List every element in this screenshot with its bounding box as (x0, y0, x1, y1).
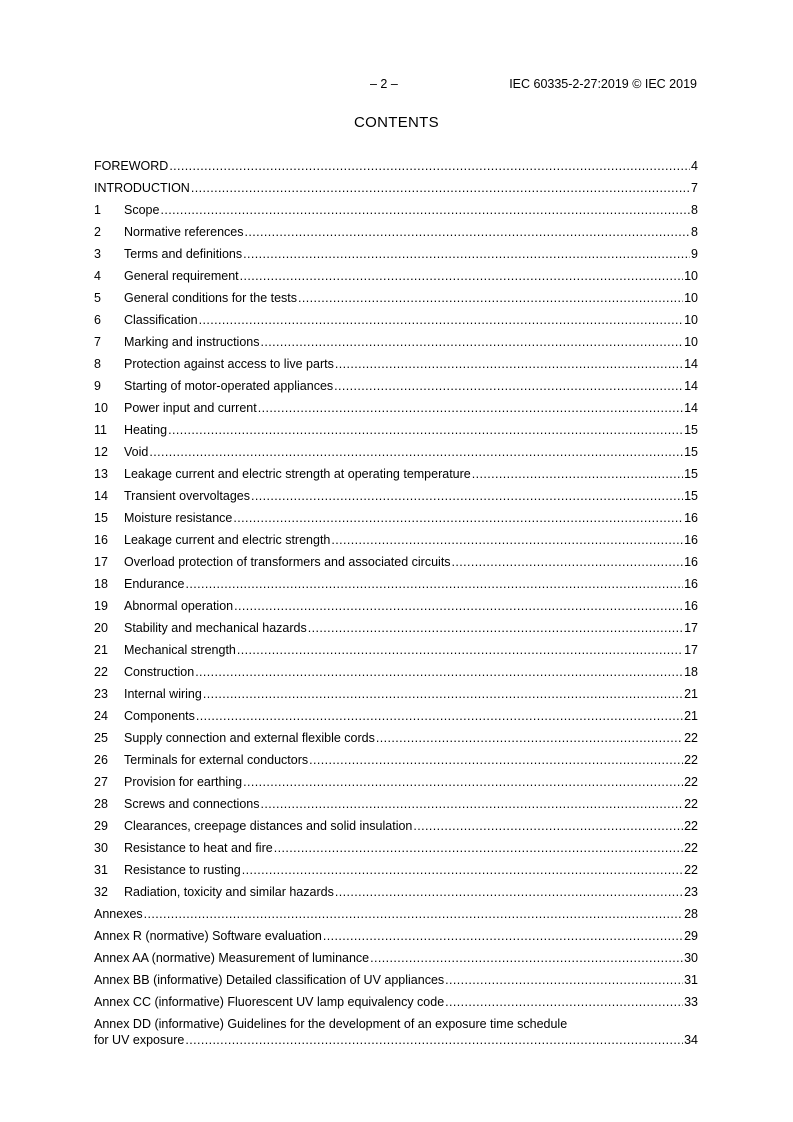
toc-entry-number: 20 (94, 621, 108, 635)
toc-entry-number: 11 (94, 423, 107, 437)
dot-leader (445, 969, 683, 991)
dot-leader (233, 507, 683, 529)
toc-entry[interactable] (94, 749, 698, 771)
toc-entry-number: 22 (94, 665, 108, 679)
toc-entry-page: 8 (691, 203, 698, 217)
toc-entry-page: 8 (691, 225, 698, 239)
dot-leader (149, 441, 683, 463)
dot-leader (331, 529, 683, 551)
toc-entry-title: Starting of motor-operated appliances (124, 379, 334, 393)
toc-entry-page: 10 (684, 335, 698, 349)
toc-entry[interactable] (94, 177, 698, 199)
toc-entry[interactable] (94, 661, 698, 683)
toc-entry[interactable] (94, 837, 698, 859)
toc-entry-title: Annex AA (normative) Measurement of luminance (94, 951, 370, 965)
toc-entry-page: 33 (684, 995, 698, 1009)
toc-entry[interactable] (94, 199, 698, 221)
dot-leader (251, 485, 683, 507)
toc-entry[interactable] (94, 265, 698, 287)
toc-entry[interactable] (94, 815, 698, 837)
dot-leader (258, 397, 683, 419)
toc-entry-page: 15 (684, 489, 698, 503)
toc-entry[interactable] (94, 793, 698, 815)
dot-leader (234, 595, 683, 617)
toc-entry-page: 10 (684, 291, 698, 305)
toc-entry-page: 16 (684, 511, 698, 525)
toc-entry-number: 4 (94, 269, 101, 283)
toc-entry-title: Abnormal operation (124, 599, 234, 613)
toc-entry-page: 31 (684, 973, 698, 987)
toc-entry-page: 15 (684, 467, 698, 481)
toc-entry[interactable] (94, 529, 698, 551)
dot-leader (203, 683, 683, 705)
toc-entry-page: 7 (691, 181, 698, 195)
toc-entry-page: 4 (691, 159, 698, 173)
toc-entry-page: 30 (684, 951, 698, 965)
toc-entry[interactable] (94, 155, 698, 177)
toc-entry-page: 28 (684, 907, 698, 921)
dot-leader (376, 727, 683, 749)
toc-entry-title: Annex BB (informative) Detailed classification of UV appliances (94, 973, 445, 987)
toc-entry-title: Terminals for external conductors (124, 753, 309, 767)
toc-entry-page: 23 (684, 885, 698, 899)
toc-entry-title: Scope (124, 203, 160, 217)
toc-entry-number: 17 (94, 555, 108, 569)
toc-entry[interactable] (94, 727, 698, 749)
toc-entry-title: Internal wiring (124, 687, 202, 701)
toc-entry[interactable] (94, 683, 698, 705)
toc-entry-page: 10 (684, 313, 698, 327)
toc-entry-title: Overload protection of transformers and associated circuits (124, 555, 451, 569)
dot-leader (196, 705, 683, 727)
toc-entry-title: Components (124, 709, 195, 723)
toc-entry-title-line1: Annex DD (informative) Guidelines for the development of an exposure time schedule (94, 1017, 568, 1031)
toc-entry-page: 16 (684, 533, 698, 547)
toc-entry-title: Classification (124, 313, 198, 327)
toc-entry-page: 15 (684, 445, 698, 459)
toc-entry-title: Normative references (124, 225, 244, 239)
toc-entry-number: 24 (94, 709, 108, 723)
toc-entry-page: 22 (684, 841, 698, 855)
toc-entry-number: 14 (94, 489, 108, 503)
toc-entry-title: INTRODUCTION (94, 181, 190, 195)
dot-leader (185, 1032, 683, 1048)
dot-leader (452, 551, 684, 573)
toc-entry-number: 19 (94, 599, 108, 613)
toc-entry[interactable] (94, 375, 698, 397)
toc-entry-page: 10 (684, 269, 698, 283)
toc-entry-title: Provision for earthing (124, 775, 243, 789)
toc-entry-title-line2: for UV exposure (94, 1033, 185, 1047)
dot-leader (243, 243, 690, 265)
toc-entry-title: Supply connection and external flexible cords (124, 731, 375, 745)
toc-entry-number: 3 (94, 247, 101, 261)
toc-entry-title: FOREWORD (94, 159, 169, 173)
toc-entry[interactable] (94, 617, 698, 639)
toc-entry[interactable] (94, 221, 698, 243)
dot-leader (242, 859, 683, 881)
toc-entry-number: 26 (94, 753, 108, 767)
toc-entry-number: 21 (94, 643, 108, 657)
toc-entry-title: Radiation, toxicity and similar hazards (124, 885, 334, 899)
toc-entry[interactable] (94, 331, 698, 353)
toc-entry-title: Marking and instructions (124, 335, 260, 349)
dot-leader (309, 749, 683, 771)
toc-entry[interactable] (94, 705, 698, 727)
toc-entry[interactable] (94, 419, 698, 441)
toc-entry-page: 34 (684, 1033, 698, 1047)
dot-leader (370, 947, 683, 969)
dot-leader (169, 155, 690, 177)
dot-leader (261, 793, 684, 815)
toc-entry-title: Terms and definitions (124, 247, 243, 261)
dot-leader (413, 815, 683, 837)
toc-entry[interactable] (94, 925, 698, 947)
toc-entry-number: 18 (94, 577, 108, 591)
toc-entry-page: 14 (684, 401, 698, 415)
toc-entry-page: 29 (684, 929, 698, 943)
toc-entry[interactable] (94, 881, 698, 903)
toc-entry[interactable] (94, 353, 698, 375)
toc-entry[interactable] (94, 771, 698, 793)
dot-leader (185, 573, 683, 595)
toc-entry[interactable] (94, 639, 698, 661)
toc-entry-number: 28 (94, 797, 108, 811)
toc-entry-title: Protection against access to live parts (124, 357, 334, 371)
toc-entry-page: 14 (684, 357, 698, 371)
toc-entry-title: Power input and current (124, 401, 257, 415)
toc-entry-title: Screws and connections (124, 797, 260, 811)
dot-leader (335, 881, 683, 903)
toc-entry[interactable] (94, 991, 698, 1013)
dot-leader (274, 837, 683, 859)
dot-leader (323, 925, 683, 947)
toc-entry-page: 22 (684, 797, 698, 811)
toc-entry[interactable] (94, 463, 698, 485)
dot-leader (168, 419, 683, 441)
toc-entry-page: 15 (684, 423, 698, 437)
toc-entry-annex-dd[interactable] (94, 1013, 698, 1048)
toc-entry-page: 16 (684, 577, 698, 591)
toc-entry-number: 32 (94, 885, 108, 899)
toc-entry[interactable] (94, 947, 698, 969)
toc-entry-page: 22 (684, 863, 698, 877)
toc-entry-number: 31 (94, 863, 108, 877)
toc-entry-title: Mechanical strength (124, 643, 236, 657)
toc-entry-title: Leakage current and electric strength (124, 533, 331, 547)
toc-entry-title: Annex R (normative) Software evaluation (94, 929, 322, 943)
toc-entry[interactable] (94, 595, 698, 617)
toc-entry-title: Clearances, creepage distances and solid insulation (124, 819, 413, 833)
dot-leader (240, 265, 683, 287)
toc-entry-page: 16 (684, 599, 698, 613)
dot-leader (472, 463, 683, 485)
dot-leader (308, 617, 683, 639)
toc-entry-number: 9 (94, 379, 101, 393)
toc-entry[interactable] (94, 969, 698, 991)
toc-entry-title: Transient overvoltages (124, 489, 250, 503)
toc-entry-page: 21 (684, 709, 698, 723)
document-id: IEC 60335-2-27:2019 © IEC 2019 (509, 77, 697, 91)
toc-entry[interactable] (94, 485, 698, 507)
toc-entry[interactable] (94, 397, 698, 419)
toc-entry-title: Endurance (124, 577, 185, 591)
dot-leader (334, 375, 683, 397)
toc-entry-title: Void (124, 445, 149, 459)
dot-leader (298, 287, 683, 309)
page-number: – 2 – (370, 77, 398, 91)
dot-leader (445, 991, 683, 1013)
toc-entry-title: Annexes (94, 907, 143, 921)
dot-leader (260, 331, 683, 353)
toc-entry-title: Leakage current and electric strength at operating temperature (124, 467, 471, 481)
toc-entry-number: 30 (94, 841, 108, 855)
toc-entry-title: Resistance to rusting (124, 863, 241, 877)
toc-entry-page: 16 (684, 555, 698, 569)
toc-entry-number: 2 (94, 225, 101, 239)
dot-leader (195, 661, 683, 683)
table-of-contents (94, 155, 698, 1048)
toc-entry[interactable] (94, 309, 698, 331)
toc-entry-page: 14 (684, 379, 698, 393)
toc-entry[interactable] (94, 903, 698, 925)
toc-entry-page: 22 (684, 731, 698, 745)
dot-leader (144, 903, 683, 925)
toc-entry-number: 1 (94, 203, 101, 217)
toc-entry-page: 17 (684, 621, 698, 635)
dot-leader (160, 199, 690, 221)
toc-entry-title: Resistance to heat and fire (124, 841, 273, 855)
toc-entry-number: 25 (94, 731, 108, 745)
toc-entry-number: 10 (94, 401, 108, 415)
toc-entry[interactable] (94, 859, 698, 881)
toc-entry-number: 7 (94, 335, 101, 349)
toc-entry-title: Heating (124, 423, 168, 437)
toc-entry-number: 12 (94, 445, 108, 459)
toc-entry-number: 5 (94, 291, 101, 305)
dot-leader (237, 639, 683, 661)
toc-entry[interactable] (94, 573, 698, 595)
toc-entry-page: 22 (684, 753, 698, 767)
toc-entry-number: 15 (94, 511, 108, 525)
dot-leader (245, 221, 691, 243)
toc-entry[interactable] (94, 551, 698, 573)
toc-entry-number: 29 (94, 819, 108, 833)
toc-entry-number: 16 (94, 533, 108, 547)
toc-entry[interactable] (94, 507, 698, 529)
dot-leader (199, 309, 683, 331)
toc-entry-number: 23 (94, 687, 108, 701)
toc-entry-number: 6 (94, 313, 101, 327)
toc-entry-title: Construction (124, 665, 195, 679)
toc-entry-page: 18 (684, 665, 698, 679)
toc-entry-title: Stability and mechanical hazards (124, 621, 307, 635)
toc-entry-title: Moisture resistance (124, 511, 233, 525)
toc-entry-title: General requirement (124, 269, 239, 283)
contents-title: CONTENTS (354, 114, 439, 131)
dot-leader (243, 771, 683, 793)
toc-entry[interactable] (94, 243, 698, 265)
toc-entry-page: 21 (684, 687, 698, 701)
dot-leader (335, 353, 683, 375)
toc-entry-page: 17 (684, 643, 698, 657)
toc-entry-title: General conditions for the tests (124, 291, 298, 305)
toc-entry[interactable] (94, 441, 698, 463)
toc-entry-number: 8 (94, 357, 101, 371)
toc-entry-number: 13 (94, 467, 108, 481)
toc-entry-page: 22 (684, 775, 698, 789)
toc-entry-title: Annex CC (informative) Fluorescent UV lamp equivalency code (94, 995, 445, 1009)
toc-entry-number: 27 (94, 775, 108, 789)
dot-leader (191, 177, 690, 199)
toc-entry-page: 22 (684, 819, 698, 833)
toc-entry-page: 9 (691, 247, 698, 261)
toc-entry[interactable] (94, 287, 698, 309)
